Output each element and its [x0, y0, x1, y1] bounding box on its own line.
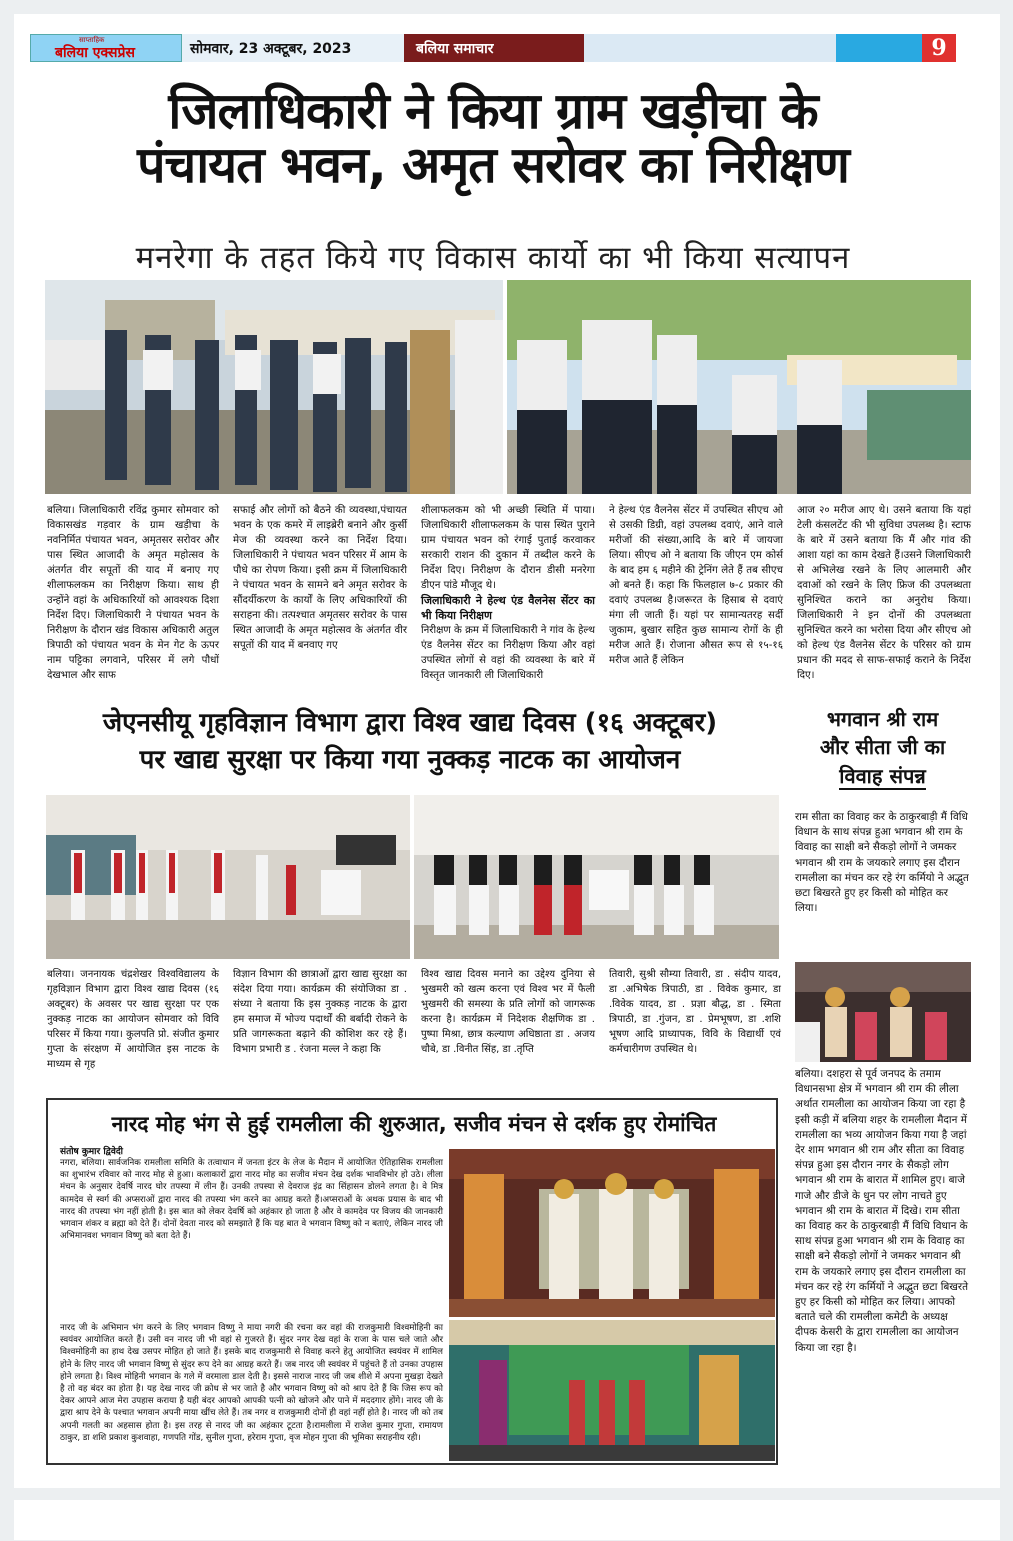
story1-photo-left — [45, 280, 503, 494]
story4-photo-top — [449, 1149, 775, 1317]
story2-col1: बलिया। जननायक चंद्रशेखर विश्वविद्यालय के गृहविज्ञान विभाग द्वारा विश्व खाद्य दिवस (१६ अक्टूबर) के अवसर पर खाद्य सुरक्षा पर एक नुक्कड़ नाटक का आयोजन सोमवार को विवि परिसर में किया गया। कुलपति प्रो. संजीत कुमार गुप्ता के संरक्षण में आयोजित इस नाटक के माध्यम से गृह — [47, 969, 219, 1070]
story3-photo — [795, 962, 971, 1062]
story3-headline — [795, 705, 970, 790]
story1-photo-right — [507, 280, 971, 494]
story4-headline: नारद मोह भंग से हुई रामलीला की शुरुआत, सजीव मंचन से दर्शक हुए रोमांचित — [111, 1112, 717, 1136]
story2-col2: विज्ञान विभाग की छात्राओं द्वारा खाद्य सुरक्षा का संदेश दिया गया। कार्यक्रम की संयोजिका डा . संध्या ने बताया कि इस नुक्कड़ नाटक के द्वारा हम समाज में भोज्य पदार्थों की बर्बादी रोकने के प्रति जागरूकता बढ़ाने की कोशिश कर रहे हैं। विभाग प्रभारी ड . रंजना मल्ल ने कहा कि — [233, 969, 407, 1055]
story2-photo-left — [46, 795, 410, 959]
story2-headline — [30, 705, 790, 779]
story1-subhead: मनरेगा के तहत किये गए विकास कार्यो का भी किया सत्यापन — [135, 240, 851, 276]
story1-col3-text-a: शीलाफलकम को भी अच्छी स्थिति में पाया। जिलाधिकारी शीलाफलकम के पास स्थित पुराने ग्राम पंचायत भवन को रंगाई पुताई करवाकर सरकारी राशन की दुकान में तब्दील करने के निर्देश दिए। निरीक्षण के दौरान डीसी मनरेगा डीएन पांडे मौजूद थे। — [421, 505, 595, 591]
story3-intro: राम सीता का विवाह कर के ठाकुरबाड़ी मैं विधि विधान के साथ संपन्न हुआ भगवान श्री राम के विवाह का साक्षी बने सैकड़ो लोगों ने जमकर भगवान श्री राम के जयकारे लगाए इस दौरान रामलीला का मंचन कर रहे रंग कर्मियो ने अद्भुत छटा बिखरते हुए हर किसी को मोहित कर लिया। — [795, 811, 969, 915]
masthead-fill — [584, 34, 836, 62]
story4-photo-bottom — [449, 1320, 775, 1461]
page-number: 9 — [922, 34, 956, 62]
story1-headline — [30, 84, 956, 192]
story1-col3-text-b: निरीक्षण के क्रम में जिलाधिकारी ने गांव के हेल्थ एंड वैलनेस सेंटर का निरीक्षण किया और वहां उपस्थित लोगों से वहां की व्यवस्था के बारे में विस्तृत जानकारी ली जिलाधिकारी — [421, 625, 595, 681]
story2-photo-right — [414, 795, 779, 959]
story4-box — [46, 1098, 778, 1465]
story3-body: बलिया। दशहरा से पूर्व जनपद के तमाम विधानसभा क्षेत्र में भगवान श्री राम की लीला अर्थात रामलीला का आयोजन किया जा रहा है इसी कड़ी में बलिया शहर के रामलीला मैदान में रामलीला का भव्य आयोजन किया गया है जहां देर शाम भगवान श्री राम और सीता का विवाह संपन्न हुआ इस दौरान नगर के सैकड़ो लोग भगवान श्री राम के बारात में शामिल हुए। बाजे गाजे और डीजे के धुन पर लोग नाचते हुए भगवान श्री राम के बारात में दिखे। राम सीता का विवाह कर के ठाकुरबाड़ी मैं विधि विधान के साथ संपन्न हुआ भगवान श्री राम के विवाह का साक्षी बने सैकड़ो लोगों ने जमकर भगवान श्री राम के जयकारे लगाए इस दौरान रामलीला का मंचन कर रहे रंग कर्मियों ने अद्भुत छटा बिखरते हुए हर किसी को मोहित कर लिया। आपको बताते चले की रामलीला कमेटी के अध्यक्ष दीपक केसरी के द्वारा रामलीला का आयोजन किया जा रहा है। — [795, 1068, 969, 1354]
story2-col4: तिवारी, सुश्री सौम्या तिवारी, डा . संदीप यादव, डा .अभिषेक त्रिपाठी, डा . विवेक कुमार, डा .विवेक यादव, डा . प्रज्ञा बौद्ध, डा . स्मिता त्रिपाठी, डा .गुंजन, डा . प्रेमभूषण, डा .शशि भूषण आदि प्राध्यापक, विवि के विद्यार्थी एवं कर्मचारीगण उपस्थित थे। — [609, 969, 781, 1055]
issue-date: सोमवार, 23 अक्टूबर, 2023 — [182, 34, 404, 62]
masthead — [30, 34, 956, 62]
story4-para1: नगरा, बलिया। सार्वजनिक रामलीला समिति के तत्वाधान में जनता इंटर के लेज के मैदान में आयोजित ऐतिहासिक रामलीला का शुभारंभ रविवार को नारद मोह से हुआ। कलाकारों द्वारा नारद मोह का सजीव मंचन देख दर्शक भावविभोर हो उठे। लीला मंचन के अनुसार देवर्षि नारद घोर तपस्या में लीन हैं। उनकी तपस्या से देवराज इंद्र का सिंहासन डोलने लगता है। वे मित्र कामदेव से स्वर्ग की अप्सराओं द्वारा नारद की तपस्या भंग करने का आग्रह करते हैं।अप्सराओं के अथक प्रयास के बाद भी नारद की तपस्या भंग नहीं होती है। इस बात को लेकर देवर्षि को अहंकार हो जाता है और वे कामदेव पर विजय की जानकारी भगवान शंकर व ब्रह्मा को देते हैं। दोनों देवता नारद को समझाते हैं कि यह बात वे भगवान विष्णु को न बताएं, लेकिन नारद जी अभिमानवश भगवान विष्णु को बता देते हैं। — [60, 1158, 443, 1242]
story3-headline-line1: भगवान श्री राम — [826, 707, 939, 731]
story1-col4: ने हेल्थ एंड वैलनेस सेंटर में उपस्थित सीएच ओ से उसकी डिग्री, वहां उपलब्ध दवाएं, आने वाले मरीजों की संख्या,आदि के बारे में जायजा लिया। सीएच ओ ने बताया कि जीएन एम कोर्स के बाद हम ६ महीने की ट्रेनिंग लेते हैं तब सीएच ओ बनते हैं। कहा कि फिलहाल ७-८ प्रकार की दवाएं उपलब्ध है।जरूरत के हिसाब से दवाएं मंगा ली जाती हैं। यहां पर सामान्यतरह सर्दी जुकाम, बुखार सहित कुछ सामान्य रोगों के ही मरीज आते हैं। रोजाना औसत रूप से १५-१६ मरीज आते हैं लेकिन — [609, 505, 783, 666]
story1-col2: सफाई और लोगों को बैठने की व्यवस्था,पंचायत भवन के एक कमरे में लाइब्रेरी बनाने और कुर्सी मेज की व्यवस्था करने का निर्देश दिया। जिलाधिकारी ने पंचायत भवन परिसर में आम के पौधे का रोपण किया। इसी क्रम में जिलाधिकारी ने पंचायत भवन के सामने बने अमृत सरोवर के सौंदर्यीकरण के कार्यों के लिए अधिकारियों की सराहना की। तत्पश्चात अमृतसर सरोवर के पास स्थित आजादी के अमृत महोत्सव के अंतर्गत वीर सपूतों की याद में बनवाए गए — [233, 505, 407, 651]
story1-headline-line2: पंचायत भवन, अमृत सरोवर का निरीक्षण — [137, 136, 849, 194]
masthead-accent — [836, 34, 922, 62]
story2-headline-line1: जेएनसीयू गृहविज्ञान विभाग द्वारा विश्व खाद्य दिवस (१६ अक्टूबर) — [102, 708, 718, 738]
story1-headline-line1: जिलाधिकारी ने किया ग्राम खड़ीचा के — [168, 82, 818, 140]
story1-col1: बलिया। जिलाधिकारी रविंद्र कुमार सोमवार को विकासखंड गड़वार के ग्राम खड़ीचा के नवनिर्मित पंचायत भवन, अमृतसर सरोवर और पास स्थित आजादी के अमृत महोत्सव के अंतर्गत वीर सपूतों की याद में बनाए गए शीलाफलकम का निरीक्षण किया। साथ ही उन्होंने वहां के अधिकारियों को आवश्यक दिशा निर्देश दिए। जिलाधिकारी ने पंचायत भवन के निरीक्षण के दौरान खंड विकास अधिकारी अतुल त्रिपाठी को पंचायत भवन के मेन गेट के ऊपर नाम पट्टिका लगवाने, परिसर में लगे पौधों देखभाल और साफ — [47, 505, 219, 681]
story4-para2: नारद जी के अभिमान भंग करने के लिए भगवान विष्णु ने माया नगरी की रचना कर वहां की राजकुमारी विश्वमोहिनी का स्वयंवर आयोजित करते हैं। उसी वन नारद जी भी वहां से गुजरते हैं। सुंदर नगर देख वहां के राजा के पास चले जाते और विश्वमोहिनी का हाथ देख उसपर मोहित हो जाते हैं। इसके बाद राजकुमारी से विवाह करने हेतु आयोजित स्वयंवर में शामिल होने के लिए नारद जी भगवान विष्णु से सुंदर रूप देने का आग्रह करते हैं। जब नारद जी स्वयंवर में पहुंचते हैं तो उनका उपहास होने लगता है। विश्व मोहिनी भगवान के गले में वरमाला डाल देती है। इससे नाराज नारद जी जब शीशे में अपना मुखड़ा देखते है तो वह बंदर का होता है। यह देख नारद जी क्रोध से भर जाते है और भगवान विष्णु को को श्राप देते हैं कि जिस रूप को देकर आपने आज मेरा उपहास कराया है यही बंदर आपको आपकी पत्नी को खोजने और पाने में मददगार होंगे। नारद जी के द्वारा श्राप देने के पश्चात भगवान अपनी माया खींच लेते हैं। तब नगर व राजकुमारी दोनों ही वहां नहीं होते है। नारद जी को तब अपनी गलती का अहसास होता है। इस तरह से नारद जी का अहंकार टूटता है।रामलीला में राजेश कुमार गुप्ता, रामायण ठाकुर, डा शशि प्रकाश कुशवाहा, गणपति गोंड, सुनील गुप्ता, हरेराम गुप्ता, वृज मोहन गुप्ता की भूमिका सराहनीय रही। — [60, 1323, 443, 1443]
story2-col3: विश्व खाद्य दिवस मनाने का उद्देश्य दुनिया से भुखमरी को खत्म करना एवं विश्व भर में फैली भुखमरी की समस्या के प्रति लोगों को जागरूक करना है। कार्यक्रम में निदेशक शैक्षणिक डा . पुष्पा मिश्रा, छात्र कल्याण अधिष्ठाता डा . अजय चौबे, डा .विनीत सिंह, डा .तृप्ति — [421, 969, 595, 1055]
story1-col3 — [421, 503, 595, 683]
story3-headline-line3: विवाह संपन्न — [839, 763, 926, 788]
section-name: बलिया समाचार — [404, 34, 584, 62]
story2-headline-line2: पर खाद्य सुरक्षा पर किया गया नुक्कड़ नाटक का आयोजन — [139, 744, 681, 775]
story1-col5: आज २० मरीज आए थे। उसने बताया कि यहां टेली कंसलटेंट की भी सुविधा उपलब्ध है। स्टाफ के बारे में उसने बताया कि मैं और गांव की आशा यहां का काम देखते हैं।उसने जिलाधिकारी से अभिलेख रखने के लिए आलमारी और दवाओं को रखने के लिए फ्रिज की उपलब्धता सुनिश्चित कराने का अनुरोध किया। जिलाधिकारी ने इन दोनों की उपलब्धता सुनिश्चित करने का भरोसा दिया और सीएच ओ को हेल्थ एंड वैलनेस सेंटर के परिसर को ग्राम प्रधान की मदद से साफ-सफाई कराने के निर्देश दिए। — [797, 505, 971, 681]
masthead-tag: साप्ताहिक — [79, 36, 105, 44]
story3-headline-line2: और सीता जी का — [819, 735, 946, 760]
story1-col3-subhead: जिलाधिकारी ने हेल्थ एंड वैलनेस सेंटर का भी किया निरीक्षण — [421, 594, 595, 622]
next-page-edge — [14, 1500, 1000, 1540]
story4-byline: संतोष कुमार द्विवेदी — [60, 1147, 123, 1157]
masthead-logo — [30, 34, 182, 62]
masthead-name: बलिया एक्सप्रेस — [55, 45, 135, 61]
